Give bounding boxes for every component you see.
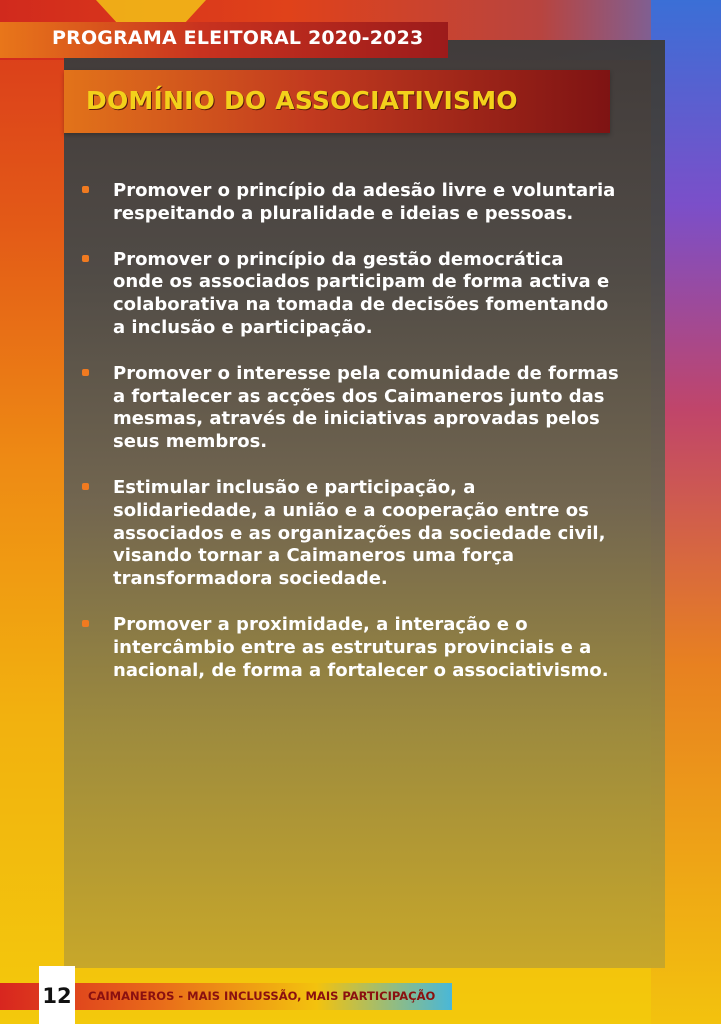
bullet-dot-icon [82, 620, 89, 627]
bullet-text: Promover o princípio da gestão democrática onde os associados participam de forma activa e colaborativa na tomada de decisões fomentando a inclusão e participação. [113, 248, 610, 338]
bullet-list [80, 180, 620, 705]
section-title: DOMÍNIO DO ASSOCIATIVISMO [86, 86, 518, 115]
bullet-item [80, 614, 620, 682]
bullet-text: Promover o princípio da adesão livre e voluntaria respeitando a pluralidade e ideias e pessoas. [113, 180, 616, 224]
bullet-item [80, 363, 620, 454]
footer-slogan: CAIMANEROS - MAIS INCLUSSÃO, MAIS PARTICIPAÇÃO [88, 989, 436, 1003]
bullet-item [80, 180, 620, 226]
page-number: 12 [42, 984, 72, 1008]
bullet-dot-icon [82, 255, 89, 262]
program-title: PROGRAMA ELEITORAL 2020-2023 [52, 27, 424, 49]
bullet-dot-icon [82, 186, 89, 193]
bullet-text: Promover o interesse pela comunidade de formas a fortalecer as acções dos Caimaneros junto das mesmas, através de iniciativas aprovadas pelos seus membros. [113, 362, 619, 453]
bullet-item [80, 477, 620, 591]
bullet-text: Promover a proximidade, a interação e o intercâmbio entre as estruturas provinciais e a nacional, de forma a fortalecer o associativismo. [113, 613, 609, 681]
bullet-text: Estimular inclusão e participação, a solidariedade, a união e a cooperação entre os associados e as organizações da sociedade civil, visando tornar a Caimaneros uma força transformadora sociedade. [113, 476, 606, 590]
bullet-dot-icon [82, 483, 89, 490]
bullet-item [80, 249, 620, 340]
bullet-dot-icon [82, 369, 89, 376]
